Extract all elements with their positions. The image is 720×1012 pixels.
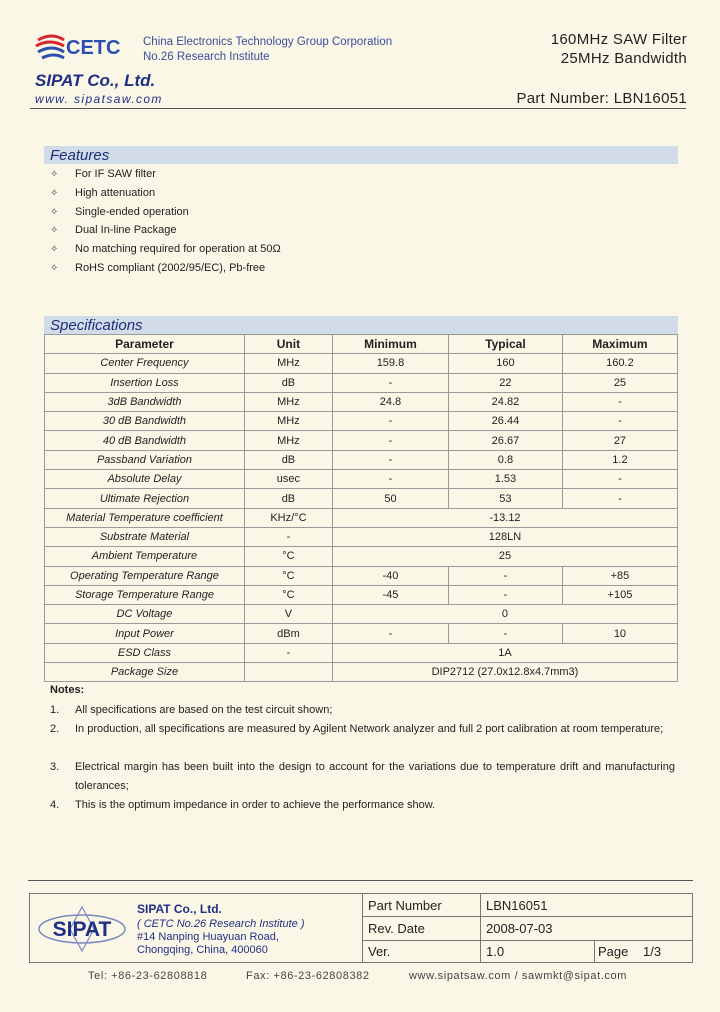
- sipat-logo: [36, 905, 128, 953]
- cell-typical: 24.82: [448, 392, 562, 411]
- cell-value-span: 1A: [332, 643, 677, 662]
- part-number: Part Number: LBN16051: [516, 90, 687, 107]
- feature-item: [50, 206, 189, 218]
- cell-unit: MHz: [244, 354, 332, 373]
- cell-parameter: DC Voltage: [45, 605, 245, 624]
- cell-maximum: -: [562, 489, 677, 508]
- diamond-bullet-icon: ✧: [50, 225, 59, 237]
- cell-maximum: -: [562, 470, 677, 489]
- cell-parameter: Operating Temperature Range: [45, 566, 245, 585]
- header-divider: [30, 108, 686, 109]
- table-row: [45, 508, 678, 527]
- cell-maximum: -: [562, 412, 677, 431]
- cell-typical: -: [448, 585, 562, 604]
- footer-tel: Tel: +86-23-62808818: [88, 970, 208, 982]
- feature-text: For IF SAW filter: [75, 168, 156, 180]
- features-header: Features: [44, 146, 678, 164]
- table-row: [45, 470, 678, 489]
- col-header-minimum: Minimum: [332, 335, 448, 354]
- cell-unit: °C: [244, 585, 332, 604]
- feature-text: No matching required for operation at 50Ω: [75, 243, 281, 256]
- footer-grid-divider: [362, 893, 363, 963]
- footer-rev-date-label: Rev. Date: [368, 921, 425, 936]
- note-number: 1.: [50, 704, 60, 716]
- cell-unit: V: [244, 605, 332, 624]
- note-number: 2.: [50, 723, 60, 735]
- cell-typical: 22: [448, 373, 562, 392]
- table-row: [45, 354, 678, 373]
- footer-ver-value: 1.0: [486, 944, 505, 959]
- note-text: This is the optimum impedance in order to achieve the performance show.: [75, 799, 436, 811]
- cell-typical: 26.67: [448, 431, 562, 450]
- feature-item: [50, 224, 177, 236]
- cell-unit: MHz: [244, 392, 332, 411]
- cell-minimum: -: [332, 624, 448, 643]
- note-number: 4.: [50, 799, 60, 811]
- cell-parameter: Insertion Loss: [45, 373, 245, 392]
- table-row: [45, 412, 678, 431]
- cell-value-span: 25: [332, 547, 677, 566]
- footer-page-label: Page: [598, 944, 629, 959]
- footer-address-line1: #14 Nanping Huayuan Road,: [137, 931, 279, 943]
- cell-typical: 160: [448, 354, 562, 373]
- diamond-bullet-icon: ✧: [50, 263, 59, 274]
- cetc-logo-text: CETC: [66, 37, 121, 59]
- note-text: Electrical margin has been built into the design to account for the variations due to temperature drift and manufacturing tolerances;: [75, 761, 675, 792]
- table-row: [45, 527, 678, 546]
- feature-item: [50, 262, 265, 274]
- cell-parameter: 30 dB Bandwidth: [45, 412, 245, 431]
- cell-typical: 26.44: [448, 412, 562, 431]
- footer-part-number-label: Part Number: [368, 898, 442, 913]
- note-number: 3.: [50, 761, 60, 773]
- note-text: In production, all specifications are measured by Agilent Network analyzer and full 2 port calibration at room temperature;: [75, 723, 664, 735]
- cell-maximum: +85: [562, 566, 677, 585]
- table-row: [45, 489, 678, 508]
- cell-maximum: 27: [562, 431, 677, 450]
- cell-parameter: Absolute Delay: [45, 470, 245, 489]
- cell-minimum: -40: [332, 566, 448, 585]
- cell-unit: dB: [244, 373, 332, 392]
- diamond-bullet-icon: ✧: [50, 187, 59, 199]
- cell-maximum: 25: [562, 373, 677, 392]
- cell-parameter: Passband Variation: [45, 450, 245, 469]
- feature-text: High attenuation: [75, 186, 156, 199]
- footer-grid-divider: [362, 916, 693, 917]
- cell-unit: dBm: [244, 624, 332, 643]
- feature-text: RoHS compliant (2002/95/EC), Pb-free: [75, 262, 266, 274]
- specifications-table: [44, 334, 678, 682]
- col-header-unit: Unit: [244, 335, 332, 354]
- cell-minimum: 159.8: [332, 354, 448, 373]
- cell-parameter: Input Power: [45, 624, 245, 643]
- cell-minimum: -: [332, 431, 448, 450]
- footer-page-value: 1/3: [643, 944, 662, 959]
- notes-title: Notes:: [50, 684, 85, 696]
- footer-grid-divider: [362, 940, 693, 941]
- cell-unit: °C: [244, 547, 332, 566]
- cell-maximum: +105: [562, 585, 677, 604]
- cell-parameter: Storage Temperature Range: [45, 585, 245, 604]
- website: www. sipatsaw.com: [35, 92, 163, 106]
- org-institute: No.26 Research Institute: [143, 51, 270, 63]
- table-row: [45, 643, 678, 662]
- diamond-bullet-icon: ✧: [50, 244, 59, 256]
- diamond-bullet-icon: ✧: [50, 206, 59, 218]
- col-header-parameter: Parameter: [45, 335, 245, 354]
- cell-parameter: 3dB Bandwidth: [45, 392, 245, 411]
- col-header-maximum: Maximum: [562, 335, 677, 354]
- cell-minimum: 24.8: [332, 392, 448, 411]
- cell-parameter: Center Frequency: [45, 354, 245, 373]
- cell-unit: -: [244, 643, 332, 662]
- company-name: SIPAT Co., Ltd.: [35, 71, 156, 90]
- feature-item: [50, 168, 156, 180]
- note-text: All specifications are based on the test circuit shown;: [75, 704, 333, 716]
- cell-unit: -: [244, 527, 332, 546]
- notes-list: [50, 701, 680, 821]
- footer-company: SIPAT Co., Ltd.: [137, 902, 222, 916]
- table-row: [45, 547, 678, 566]
- cell-typical: -: [448, 566, 562, 585]
- cell-maximum: 10: [562, 624, 677, 643]
- cell-value-span: 128LN: [332, 527, 677, 546]
- cell-maximum: 1.2: [562, 450, 677, 469]
- footer-fax: Fax: +86-23-62808382: [246, 970, 370, 982]
- feature-item: [50, 187, 155, 199]
- diamond-bullet-icon: ✧: [50, 169, 59, 180]
- table-row: [45, 624, 678, 643]
- product-title: 160MHz SAW Filter: [550, 31, 687, 48]
- cell-unit: dB: [244, 450, 332, 469]
- cell-value-span: DIP2712 (27.0x12.8x4.7mm3): [332, 663, 677, 682]
- cell-value-span: 0: [332, 605, 677, 624]
- cell-minimum: -: [332, 373, 448, 392]
- cell-minimum: -: [332, 450, 448, 469]
- footer-institute: ( CETC No.26 Research Institute ): [137, 918, 305, 930]
- cell-maximum: 160.2: [562, 354, 677, 373]
- footer-web-email: www.sipatsaw.com / sawmkt@sipat.com: [409, 970, 627, 982]
- table-row: [45, 605, 678, 624]
- cell-maximum: -: [562, 392, 677, 411]
- cell-minimum: 50: [332, 489, 448, 508]
- cell-parameter: Ultimate Rejection: [45, 489, 245, 508]
- table-row: [45, 450, 678, 469]
- cell-unit: MHz: [244, 431, 332, 450]
- footer-part-number-value: LBN16051: [486, 898, 548, 913]
- footer-rev-date-value: 2008-07-03: [486, 921, 553, 936]
- specifications-header: Specifications: [44, 316, 678, 334]
- footer-grid-divider: [594, 940, 595, 963]
- cell-parameter: ESD Class: [45, 643, 245, 662]
- table-row: [45, 431, 678, 450]
- cell-unit: usec: [244, 470, 332, 489]
- cell-typical: 53: [448, 489, 562, 508]
- col-header-typical: Typical: [448, 335, 562, 354]
- cell-typical: 1.53: [448, 470, 562, 489]
- footer-divider: [28, 880, 693, 881]
- cell-unit: MHz: [244, 412, 332, 431]
- table-row: [45, 392, 678, 411]
- cell-parameter: Material Temperature coefficient: [45, 508, 245, 527]
- table-header-row: [45, 335, 678, 354]
- cell-value-span: -13.12: [332, 508, 677, 527]
- footer-ver-label: Ver.: [368, 944, 391, 959]
- cell-parameter: 40 dB Bandwidth: [45, 431, 245, 450]
- cell-unit: [244, 663, 332, 682]
- table-row: [45, 373, 678, 392]
- cell-minimum: -: [332, 412, 448, 431]
- cell-parameter: Substrate Material: [45, 527, 245, 546]
- cell-parameter: Ambient Temperature: [45, 547, 245, 566]
- footer-grid-divider: [480, 893, 481, 963]
- feature-text: Single-ended operation: [75, 205, 189, 218]
- table-row: [45, 663, 678, 682]
- cell-typical: -: [448, 624, 562, 643]
- cell-unit: dB: [244, 489, 332, 508]
- cell-minimum: -: [332, 470, 448, 489]
- cell-unit: KHz/°C: [244, 508, 332, 527]
- cell-unit: °C: [244, 566, 332, 585]
- feature-item: [50, 243, 281, 255]
- cetc-logo: [34, 30, 134, 66]
- table-row: [45, 585, 678, 604]
- sipat-logo-text: SIPAT: [52, 918, 112, 941]
- org-name: China Electronics Technology Group Corporation: [143, 36, 393, 48]
- cell-minimum: -45: [332, 585, 448, 604]
- cell-parameter: Package Size: [45, 663, 245, 682]
- product-bandwidth: 25MHz Bandwidth: [560, 50, 687, 67]
- table-row: [45, 566, 678, 585]
- footer-address-line2: Chongqing, China, 400060: [137, 944, 268, 956]
- cell-typical: 0.8: [448, 450, 562, 469]
- feature-text: Dual In-line Package: [75, 224, 177, 237]
